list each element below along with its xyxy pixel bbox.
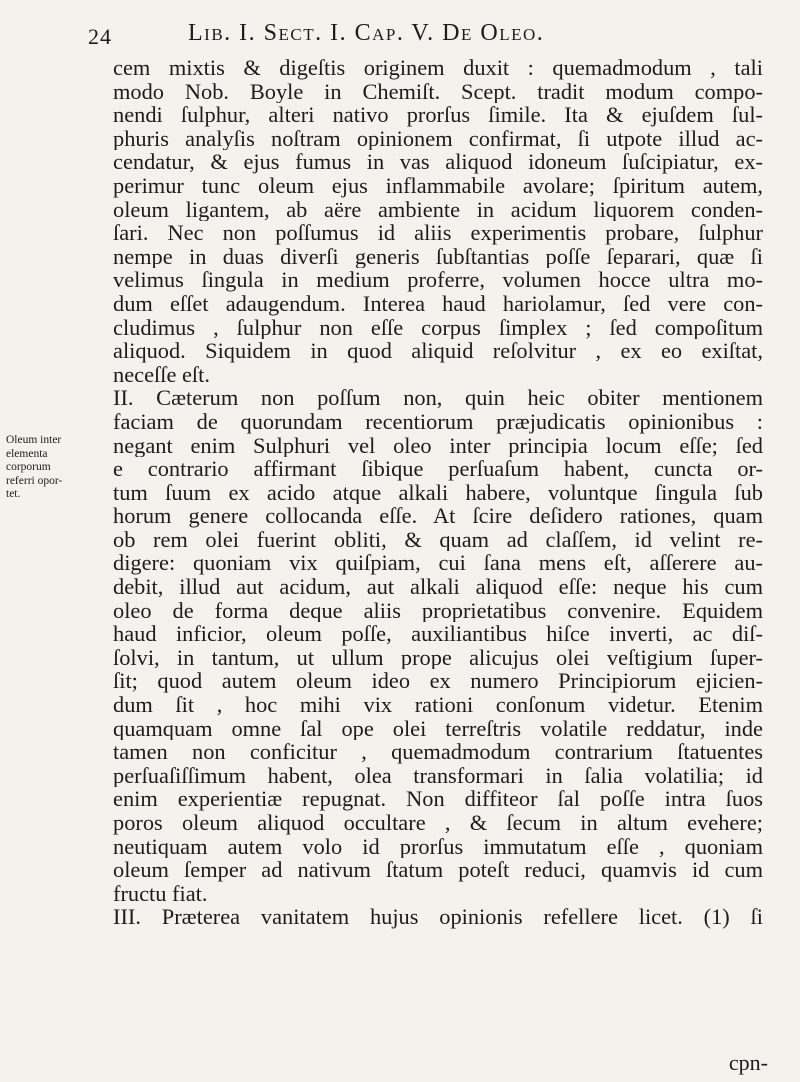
text-line: poros oleum aliquod occultare , & ſecum in altum evehere; [113,811,763,835]
body-text [113,56,763,929]
text-line: quamquam omne ſal ope olei terreſtris volatile reddatur, inde [113,716,763,741]
text-line: modo Nob. Boyle in Chemiſt. Scept. tradit modum compo- [113,79,763,104]
text-line: digere: quoniam vix quiſpiam, cui ſana mens eſt, aſſerere au- [113,551,763,576]
text-line: tamen non conficitur , quemadmodum contrarium ſtatuentes [113,740,763,764]
text-line: II. Cæterum non poſſum non, quin heic obiter mentionem [113,386,763,410]
text-line: neceſſe eſt. [113,362,210,387]
text-line: neutiquam autem volo id prorſus immutatum eſſe , quoniam [113,834,763,859]
text-line: haud inficior, oleum poſſe, auxiliantibus hiſce inverti, ac diſ- [113,622,763,646]
text-line: ob rem olei fuerint obliti, & quam ad claſſem, id velint re- [113,527,763,552]
marginal-note-line: referri opor- [6,474,63,487]
text-line: dum eſſet adaugendum. Interea haud hariolamur, ſed vere con- [113,291,763,316]
text-line: cem mixtis & digeſtis originem duxit : quemadmodum , tali [113,56,763,80]
text-line: cludimus , ſulphur non eſſe corpus ſimplex ; ſed compoſitum [113,315,763,340]
text-line: enim experientiæ repugnat. Non diffiteor ſal poſſe intra ſuos [113,787,763,811]
text-line: III. Præterea vanitatem hujus opinionis refellere licet. (1) ſi [113,905,763,929]
text-line: aliquod. Siquidem in quod aliquid reſolvitur , ex eo exiſtat, [113,339,763,363]
text-line: nempe in duas diverſi generis ſubſtantias poſſe ſeparari, quæ ſi [113,244,763,269]
text-line: velimus ſingula in medium proferre, volumen hocce ultra mo- [113,268,763,292]
marginal-note [6,434,80,502]
text-line: faciam de quorundam recentiorum præjudicatis opinionibus : [113,409,763,434]
text-line: tum ſuum ex acido atque alkali habere, voluntque ſingula ſub [113,480,763,505]
marginal-note-line: elementa [6,447,48,460]
page-number: 24 [88,24,112,49]
text-line: horum genere collocanda eſſe. At ſcire deſidero rationes, quam [113,504,763,528]
page-header [88,20,788,54]
text-line: negant enim Sulphuri vel oleo inter principia locum eſſe; ſed [113,433,763,458]
text-line: dum ſit , hoc mihi vix rationi conſonum videtur. Etenim [113,693,763,717]
text-line: fructu fiat. [113,881,208,906]
text-line: perimur tunc oleum ejus inflammabile avolare; ſpiritum autem, [113,173,763,198]
text-line: debit, illud aut acidum, aut alkali aliquod eſſe: neque his cum [113,575,763,599]
text-line: cendatur, & ejus fumus in vas aliquod idoneum ſuſcipiatur, ex- [113,150,763,174]
text-line: phuris analyſis noſtram opinionem confirmat, ſi utpote illud ac- [113,126,763,151]
text-line: ſari. Nec non poſſumus id aliis experimentis probare, ſulphur [113,221,763,245]
marginal-note-line: tet. [6,488,21,500]
text-line: ſolvi, in tantum, ut ullum prope alicujus olei veſtigium ſuper- [113,645,763,670]
marginal-note-line: Oleum inter [6,434,62,446]
text-line: oleo de forma deque aliis proprietatibus convenire. Equidem [113,598,763,623]
running-head: Lib. I. Sect. I. Cap. V. De Oleo. [188,20,545,46]
marginal-note-line: corporum [6,461,51,473]
text-line: perſuaſiſſimum habent, olea transformari in ſalia volatilia; id [113,763,763,788]
text-line: nendi ſulphur, alteri nativo prorſus ſimile. Ita & ejuſdem ſul- [113,103,763,127]
text-line: oleum ligantem, ab aëre ambiente in acidum liquorem conden- [113,197,763,222]
text-line: e contrario affirmant ſibique perſuaſum habent, cuncta or- [113,457,763,481]
catchword: cpn- [728,1050,768,1075]
text-line: ſit; quod autem oleum ideo ex numero Principiorum ejicien- [113,669,763,694]
text-line: oleum ſemper ad nativum ſtatum poteſt reduci, quamvis id cum [113,858,763,882]
